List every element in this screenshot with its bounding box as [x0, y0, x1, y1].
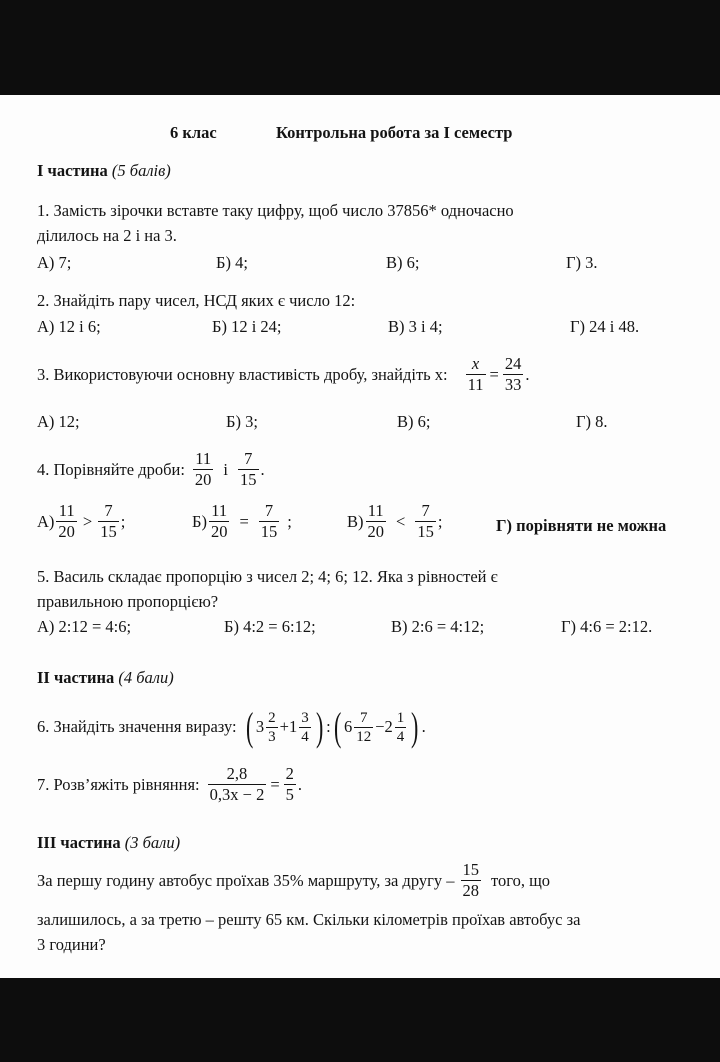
q4-option-a-tail: ;	[120, 511, 126, 531]
part1-points: (5 балів)	[111, 161, 171, 180]
grade-label: 6 клас	[170, 123, 217, 142]
q6-d1: 3	[268, 728, 276, 745]
q3-fraction-x	[466, 355, 486, 394]
q2-option-c: В) 3 і 4;	[388, 317, 443, 336]
q4-option-c-label: В)	[347, 511, 364, 531]
q6-whole-3: 6	[343, 717, 353, 736]
q4-option-c-frac2	[415, 502, 436, 541]
q4-oa-den2: 15	[100, 522, 117, 541]
q4-text: 4. Порівняйте дроби:	[37, 459, 185, 479]
q6-frac-2	[299, 710, 311, 745]
part1-label: І частина	[37, 161, 108, 180]
q4-option-d: Г) порівняти не можна	[496, 516, 667, 535]
part2-heading	[37, 668, 174, 688]
part3-label: ІІІ частина	[37, 833, 121, 852]
q4-ob-den1: 20	[210, 522, 228, 541]
q4-option-c-tail: ;	[437, 511, 443, 531]
q8-fraction	[461, 861, 482, 900]
q8-line3: 3 години?	[37, 935, 106, 954]
q4-end: .	[260, 459, 265, 479]
q4-oc-num1: 11	[366, 502, 387, 522]
q4-question	[37, 450, 265, 489]
q4-oa-num1: 11	[56, 502, 77, 522]
q7-question	[37, 765, 302, 804]
q7-text: 7. Розв’яжіть рівняння:	[37, 774, 200, 794]
q1-line2: ділилось на 2 і на 3.	[37, 226, 177, 245]
q6-question	[37, 704, 426, 749]
q6-end: .	[421, 717, 426, 736]
q5-option-a: А) 2:12 = 4:6;	[37, 617, 132, 636]
q4-option-b-label: Б)	[192, 511, 207, 531]
q1-option-d: Г) 3.	[566, 253, 598, 272]
q7-end: .	[297, 774, 303, 794]
q6-frac-3	[354, 710, 373, 745]
q4-option-a-label: А)	[37, 511, 55, 531]
q4-ob-num2: 7	[259, 502, 280, 522]
q4-fraction-b	[238, 450, 259, 489]
q8-line2: залишилось, а за третю – решту 65 км. Скільки кілометрів проїхав автобус за	[37, 910, 581, 929]
q6-n3: 7	[354, 710, 373, 728]
q6-whole-2: 1	[288, 717, 298, 736]
q6-plus: +	[279, 717, 289, 736]
q6-n4: 1	[396, 709, 405, 726]
q4-b-num: 7	[238, 450, 259, 470]
q6-whole-1: 3	[255, 717, 265, 736]
q4-option-c-sign: <	[396, 511, 406, 531]
q6-left-paren-1: (	[245, 704, 253, 749]
q5-line2: правильною пропорцією?	[37, 592, 219, 611]
q3-question	[37, 355, 529, 394]
part3-points: (3 бали)	[124, 833, 181, 852]
q4-oc-den1: 20	[367, 522, 384, 541]
q8-line1a: За першу годину автобус проїхав 35% маршруту, за другу –	[37, 870, 455, 890]
q6-whole-4: 2	[384, 717, 393, 736]
q3-f2-num: 24	[504, 354, 522, 373]
q3-option-b: Б) 3;	[226, 412, 258, 431]
q2-text: 2. Знайдіть пару чисел, НСД яких є число 12:	[37, 291, 356, 310]
q6-minus: −	[375, 717, 385, 736]
part2-label: ІІ частина	[37, 668, 115, 687]
q4-and: і	[223, 459, 228, 479]
q3-option-a: А) 12;	[37, 412, 80, 431]
q7-den: 0,3x − 2	[209, 785, 265, 804]
q5-option-d: Г) 4:6 = 2:12.	[561, 617, 653, 636]
q6-colon: :	[326, 717, 331, 736]
q4-oa-den1: 20	[58, 522, 75, 541]
q4-option-a-sign: >	[82, 511, 93, 531]
part2-points: (4 бали)	[118, 668, 174, 687]
q8-line1b: того, що	[491, 870, 551, 890]
q6-n1: 2	[268, 709, 276, 726]
q4-b-den: 15	[240, 470, 257, 489]
q4-option-a-frac2	[98, 502, 119, 541]
q6-left-paren-2: (	[333, 704, 341, 749]
q5-line1: 5. Василь складає пропорцію з чисел 2; 4; 6; 12. Яка з рівностей є	[37, 567, 498, 586]
q6-frac-1	[266, 710, 278, 745]
q4-option-c	[347, 502, 442, 541]
q4-option-b-tail: ;	[287, 511, 292, 531]
q4-oc-num2: 7	[415, 502, 436, 522]
q4-option-b	[192, 502, 292, 541]
q3-text: 3. Використовуючи основну властивість дробу, знайдіть х:	[37, 364, 448, 384]
q4-option-a	[37, 502, 125, 541]
q5-option-c: В) 2:6 = 4:12;	[391, 617, 485, 636]
q4-option-c-frac1	[366, 502, 387, 541]
q4-option-b-frac1	[209, 502, 230, 541]
q2-option-b: Б) 12 і 24;	[212, 317, 282, 336]
q3-f1-num: x	[466, 355, 486, 375]
q4-ob-num1: 11	[209, 502, 230, 522]
q7-r-num: 2	[285, 764, 294, 783]
q8-f-num: 15	[462, 860, 479, 879]
q8-f-den: 28	[462, 881, 479, 900]
q3-equals: =	[489, 364, 499, 384]
q3-end: .	[525, 364, 530, 384]
q1-option-b: Б) 4;	[216, 253, 248, 272]
q6-d4: 4	[396, 728, 405, 745]
q4-a-den: 20	[194, 470, 212, 489]
q5-option-b: Б) 4:2 = 6:12;	[224, 617, 316, 636]
q1-option-a: А) 7;	[37, 253, 72, 272]
q7-num: 2,8	[208, 765, 267, 785]
q3-f2-den: 33	[504, 375, 522, 394]
q3-option-c: В) 6;	[397, 412, 431, 431]
q4-oc-den2: 15	[417, 522, 434, 541]
q4-fraction-a	[193, 450, 214, 489]
q7-frac-right	[284, 765, 296, 804]
part1-heading	[37, 161, 171, 181]
q4-ob-den2: 15	[260, 522, 278, 541]
q4-option-b-sign: =	[239, 511, 249, 531]
q6-d2: 4	[301, 728, 309, 745]
document-title: Контрольна робота за І семестр	[276, 123, 513, 142]
q6-frac-4	[395, 710, 407, 745]
q2-option-a: А) 12 і 6;	[37, 317, 101, 336]
part3-heading	[37, 833, 180, 853]
q1-line1: 1. Замість зірочки вставте таку цифру, щоб число 37856* одночасно	[37, 201, 514, 220]
q3-fraction-24-33	[503, 355, 524, 394]
q6-n2: 3	[301, 709, 309, 726]
q3-f1-den: 11	[467, 375, 484, 394]
q4-option-a-frac1	[56, 502, 77, 541]
q2-option-d: Г) 24 і 48.	[570, 317, 640, 336]
q6-right-paren-1: )	[315, 704, 324, 749]
q4-a-num: 11	[193, 450, 214, 470]
q4-option-b-frac2	[259, 502, 280, 541]
q7-r-den: 5	[285, 785, 294, 804]
document-page	[0, 95, 720, 978]
q6-d3: 12	[356, 728, 372, 745]
q4-oa-num2: 7	[98, 502, 119, 522]
q3-option-d: Г) 8.	[576, 412, 608, 431]
q6-right-paren-2: )	[411, 704, 419, 749]
q7-frac-left	[208, 765, 267, 804]
q6-text: 6. Знайдіть значення виразу:	[37, 717, 237, 736]
q1-option-c: В) 6;	[386, 253, 420, 272]
q7-equals: =	[270, 774, 280, 794]
q8-line1	[37, 861, 550, 900]
